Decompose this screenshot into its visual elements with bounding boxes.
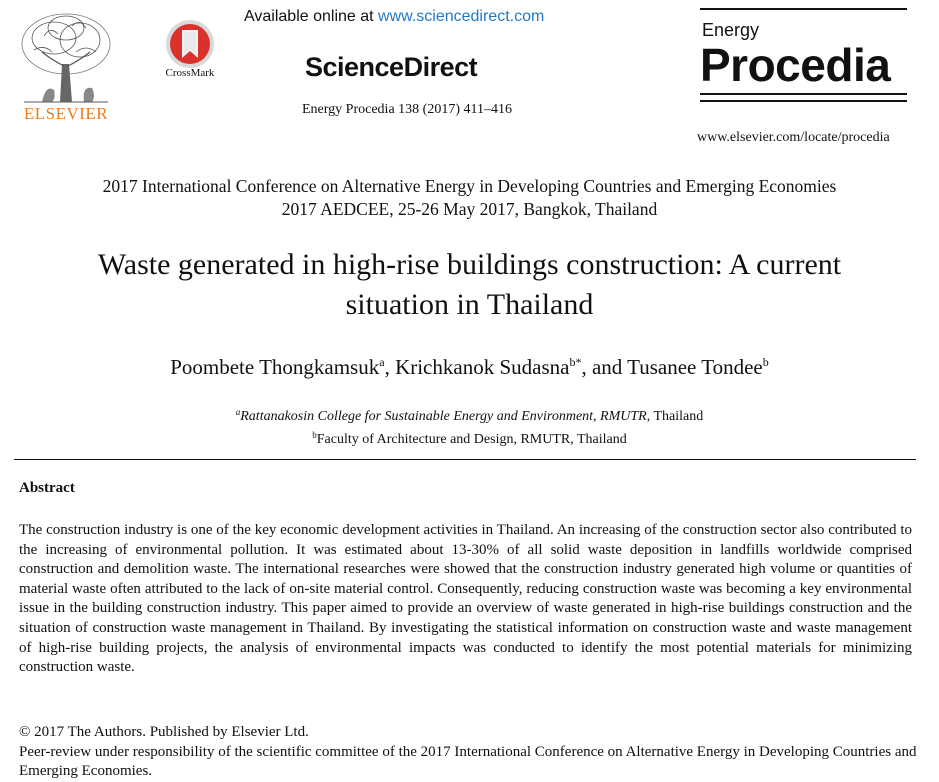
section-divider (14, 459, 916, 460)
masthead-rule (700, 8, 907, 10)
title-line-1: Waste generated in high-rise buildings construction: A current (97, 248, 842, 281)
copyright-line: © 2017 The Authors. Published by Elsevier Ltd. (19, 724, 309, 740)
available-online-line (244, 8, 544, 26)
copyright-block (19, 723, 919, 782)
title-line-2: situation in Thailand (345, 288, 594, 321)
journal-name-small: Energy (702, 20, 760, 40)
conference-line-1: 2017 International Conference on Alternative Energy in Developing Countries and Emerging Economies (102, 176, 837, 196)
author-affiliation-mark: b (762, 355, 769, 369)
author-name: Krichkanok Sudasna (395, 355, 570, 379)
affiliation-country: , Thailand (646, 409, 704, 424)
author-separator: , and (581, 355, 628, 379)
affiliation-institution: Rattanakosin College for Sustainable Energy and Environment, RMUTR (240, 409, 647, 424)
affiliation-mark: a (235, 407, 241, 417)
affiliation-line (0, 403, 939, 426)
author-affiliation-mark: a (379, 355, 385, 369)
abstract-body: The construction industry is one of the key economic development activities in Thailand. An increasing of the construction sector also contributed to the increasing of environmental pollution. It was estimated about 13-30% of all solid waste deposition in landfills worldwide comprised construction and demolition waste. The international researches were showed that the construction industry generated high volume or quantities of material waste often attributed to the lack of on-site material control. Consequently, reducing construction waste was becoming a key environmental issue in the building construction industry. This paper aimed to provide an overview of waste generated in high-rise buildings construction and the situation of construction waste management in Thailand. By investigating the statistical information on construction waste and waste management of high-rise building projects, the analysis of environmental impacts was conducted to identify the most potential materials for minimizing construction waste. (19, 522, 912, 676)
author-name: Poombete Thongkamsuk (170, 355, 380, 379)
peer-review-line: Peer-review under responsibility of the scientific committee of the 2017 International Conference on Alternative Energy in Developing Countries and Emerging Economies. (19, 743, 917, 780)
sciencedirect-brand: ScienceDirect (305, 52, 478, 82)
conference-line-2: 2017 AEDCEE, 25-26 May 2017, Bangkok, Thailand (281, 199, 658, 219)
masthead-rule (700, 93, 907, 95)
sciencedirect-link[interactable]: www.sciencedirect.com (378, 8, 545, 25)
author-affiliation-mark: b* (569, 355, 582, 369)
journal-reference: Energy Procedia 138 (2017) 411–416 (302, 102, 512, 117)
author-name: Tusanee Tondee (627, 355, 763, 379)
publisher-name: ELSEVIER (23, 104, 109, 123)
author-separator: , (384, 355, 396, 379)
crossmark-label: CrossMark (165, 67, 215, 79)
masthead-rule (700, 100, 907, 102)
authors-line (0, 355, 939, 380)
abstract-heading: Abstract (19, 480, 75, 496)
conference-info (0, 175, 939, 221)
affiliation-text: Faculty of Architecture and Design, RMUTR, Thailand (316, 432, 627, 447)
available-prefix: Available online at (244, 8, 379, 25)
affiliation-line (0, 426, 939, 449)
journal-masthead (700, 8, 907, 102)
journal-name-big: Procedia (700, 39, 891, 91)
journal-url-link[interactable]: www.elsevier.com/locate/procedia (697, 130, 890, 145)
affiliations (0, 403, 939, 449)
affiliation-mark: b (312, 430, 317, 440)
paper-title (0, 245, 939, 325)
